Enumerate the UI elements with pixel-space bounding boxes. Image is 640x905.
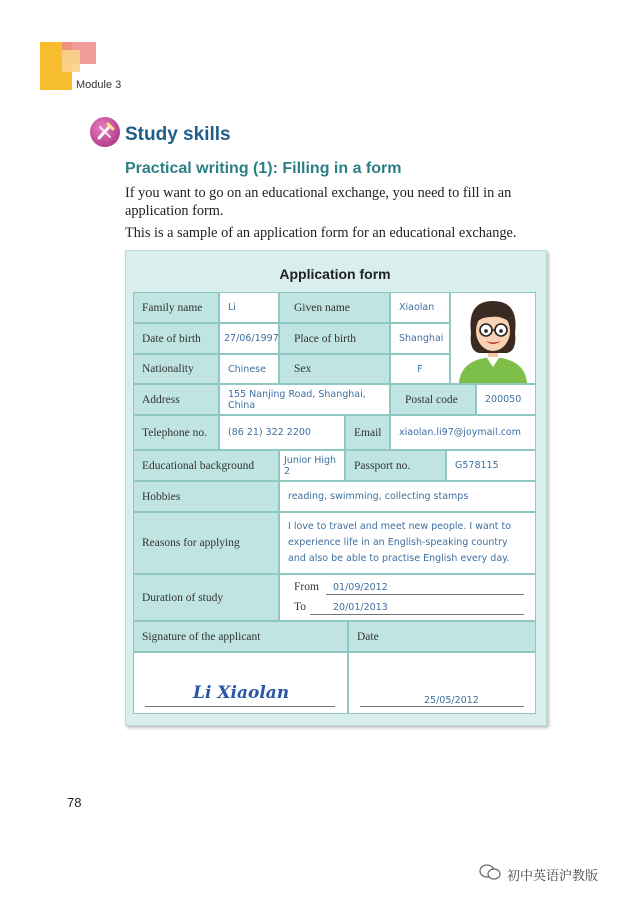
passport-value: G578115: [446, 450, 536, 481]
place-of-birth-value: Shanghai: [390, 323, 450, 354]
family-name-value: Li: [219, 292, 279, 323]
date-of-birth-label: Date of birth: [133, 323, 219, 354]
telephone-label: Telephone no.: [133, 415, 219, 450]
reasons-value: I love to travel and meet new people. I want to experience life in an English-speaking country and also be able to practise English every day.: [279, 512, 536, 574]
chat-bubble-icon: [479, 864, 501, 884]
study-skills-icon: [90, 117, 120, 147]
intro-paragraph-1: If you want to go on an educational exchange, you need to fill in an application form.: [125, 185, 512, 219]
date-of-birth-value: 27/06/1997: [219, 323, 279, 354]
date-label: Date: [348, 621, 536, 652]
postal-code-value: 200050: [476, 384, 536, 415]
nationality-value: Chinese: [219, 354, 279, 384]
section-title: Study skills: [125, 124, 231, 145]
to-label: To: [294, 601, 306, 613]
duration-label: Duration of study: [133, 574, 279, 621]
from-underline: [326, 594, 524, 595]
nationality-label: Nationality: [133, 354, 219, 384]
applicant-photo: [450, 292, 536, 384]
from-value: 01/09/2012: [333, 582, 388, 593]
to-underline: [310, 614, 524, 615]
watermark-text: 初中英语沪教版: [507, 868, 599, 884]
email-value: xiaolan.li97@joymail.com: [390, 415, 536, 450]
address-value: 155 Nanjing Road, Shanghai, China: [219, 384, 390, 415]
date-underline: [360, 706, 524, 707]
telephone-value: (86 21) 322 2200: [219, 415, 345, 450]
hobbies-label: Hobbies: [133, 481, 279, 512]
sex-value: F: [390, 354, 450, 384]
place-of-birth-label: Place of birth: [279, 323, 390, 354]
address-label: Address: [133, 384, 219, 415]
given-name-label: Given name: [279, 292, 390, 323]
hobbies-value: reading, swimming, collecting stamps: [279, 481, 536, 512]
signature-label: Signature of the applicant: [133, 621, 348, 652]
family-name-label: Family name: [133, 292, 219, 323]
educational-background-value: Junior High 2: [279, 450, 345, 481]
module-label: Module 3: [76, 79, 122, 91]
educational-background-label: Educational background: [133, 450, 279, 481]
signature-underline: [145, 706, 335, 707]
email-label: Email: [345, 415, 390, 450]
form-title: Application form: [279, 266, 391, 282]
sex-label: Sex: [279, 354, 390, 384]
applicant-signature: Li Xiaolan: [193, 683, 290, 703]
to-value: 20/01/2013: [333, 602, 388, 613]
date-value: 25/05/2012: [424, 695, 479, 706]
intro-paragraph-2: This is a sample of an application form for an educational exchange.: [125, 225, 517, 241]
watermark: [479, 864, 598, 884]
postal-code-label: Postal code: [390, 384, 476, 415]
from-label: From: [294, 581, 319, 593]
given-name-value: Xiaolan: [390, 292, 450, 323]
page-number: 78: [67, 795, 82, 810]
passport-label: Passport no.: [345, 450, 446, 481]
section-subtitle: Practical writing (1): Filling in a form: [125, 160, 402, 177]
reasons-label: Reasons for applying: [133, 512, 279, 574]
